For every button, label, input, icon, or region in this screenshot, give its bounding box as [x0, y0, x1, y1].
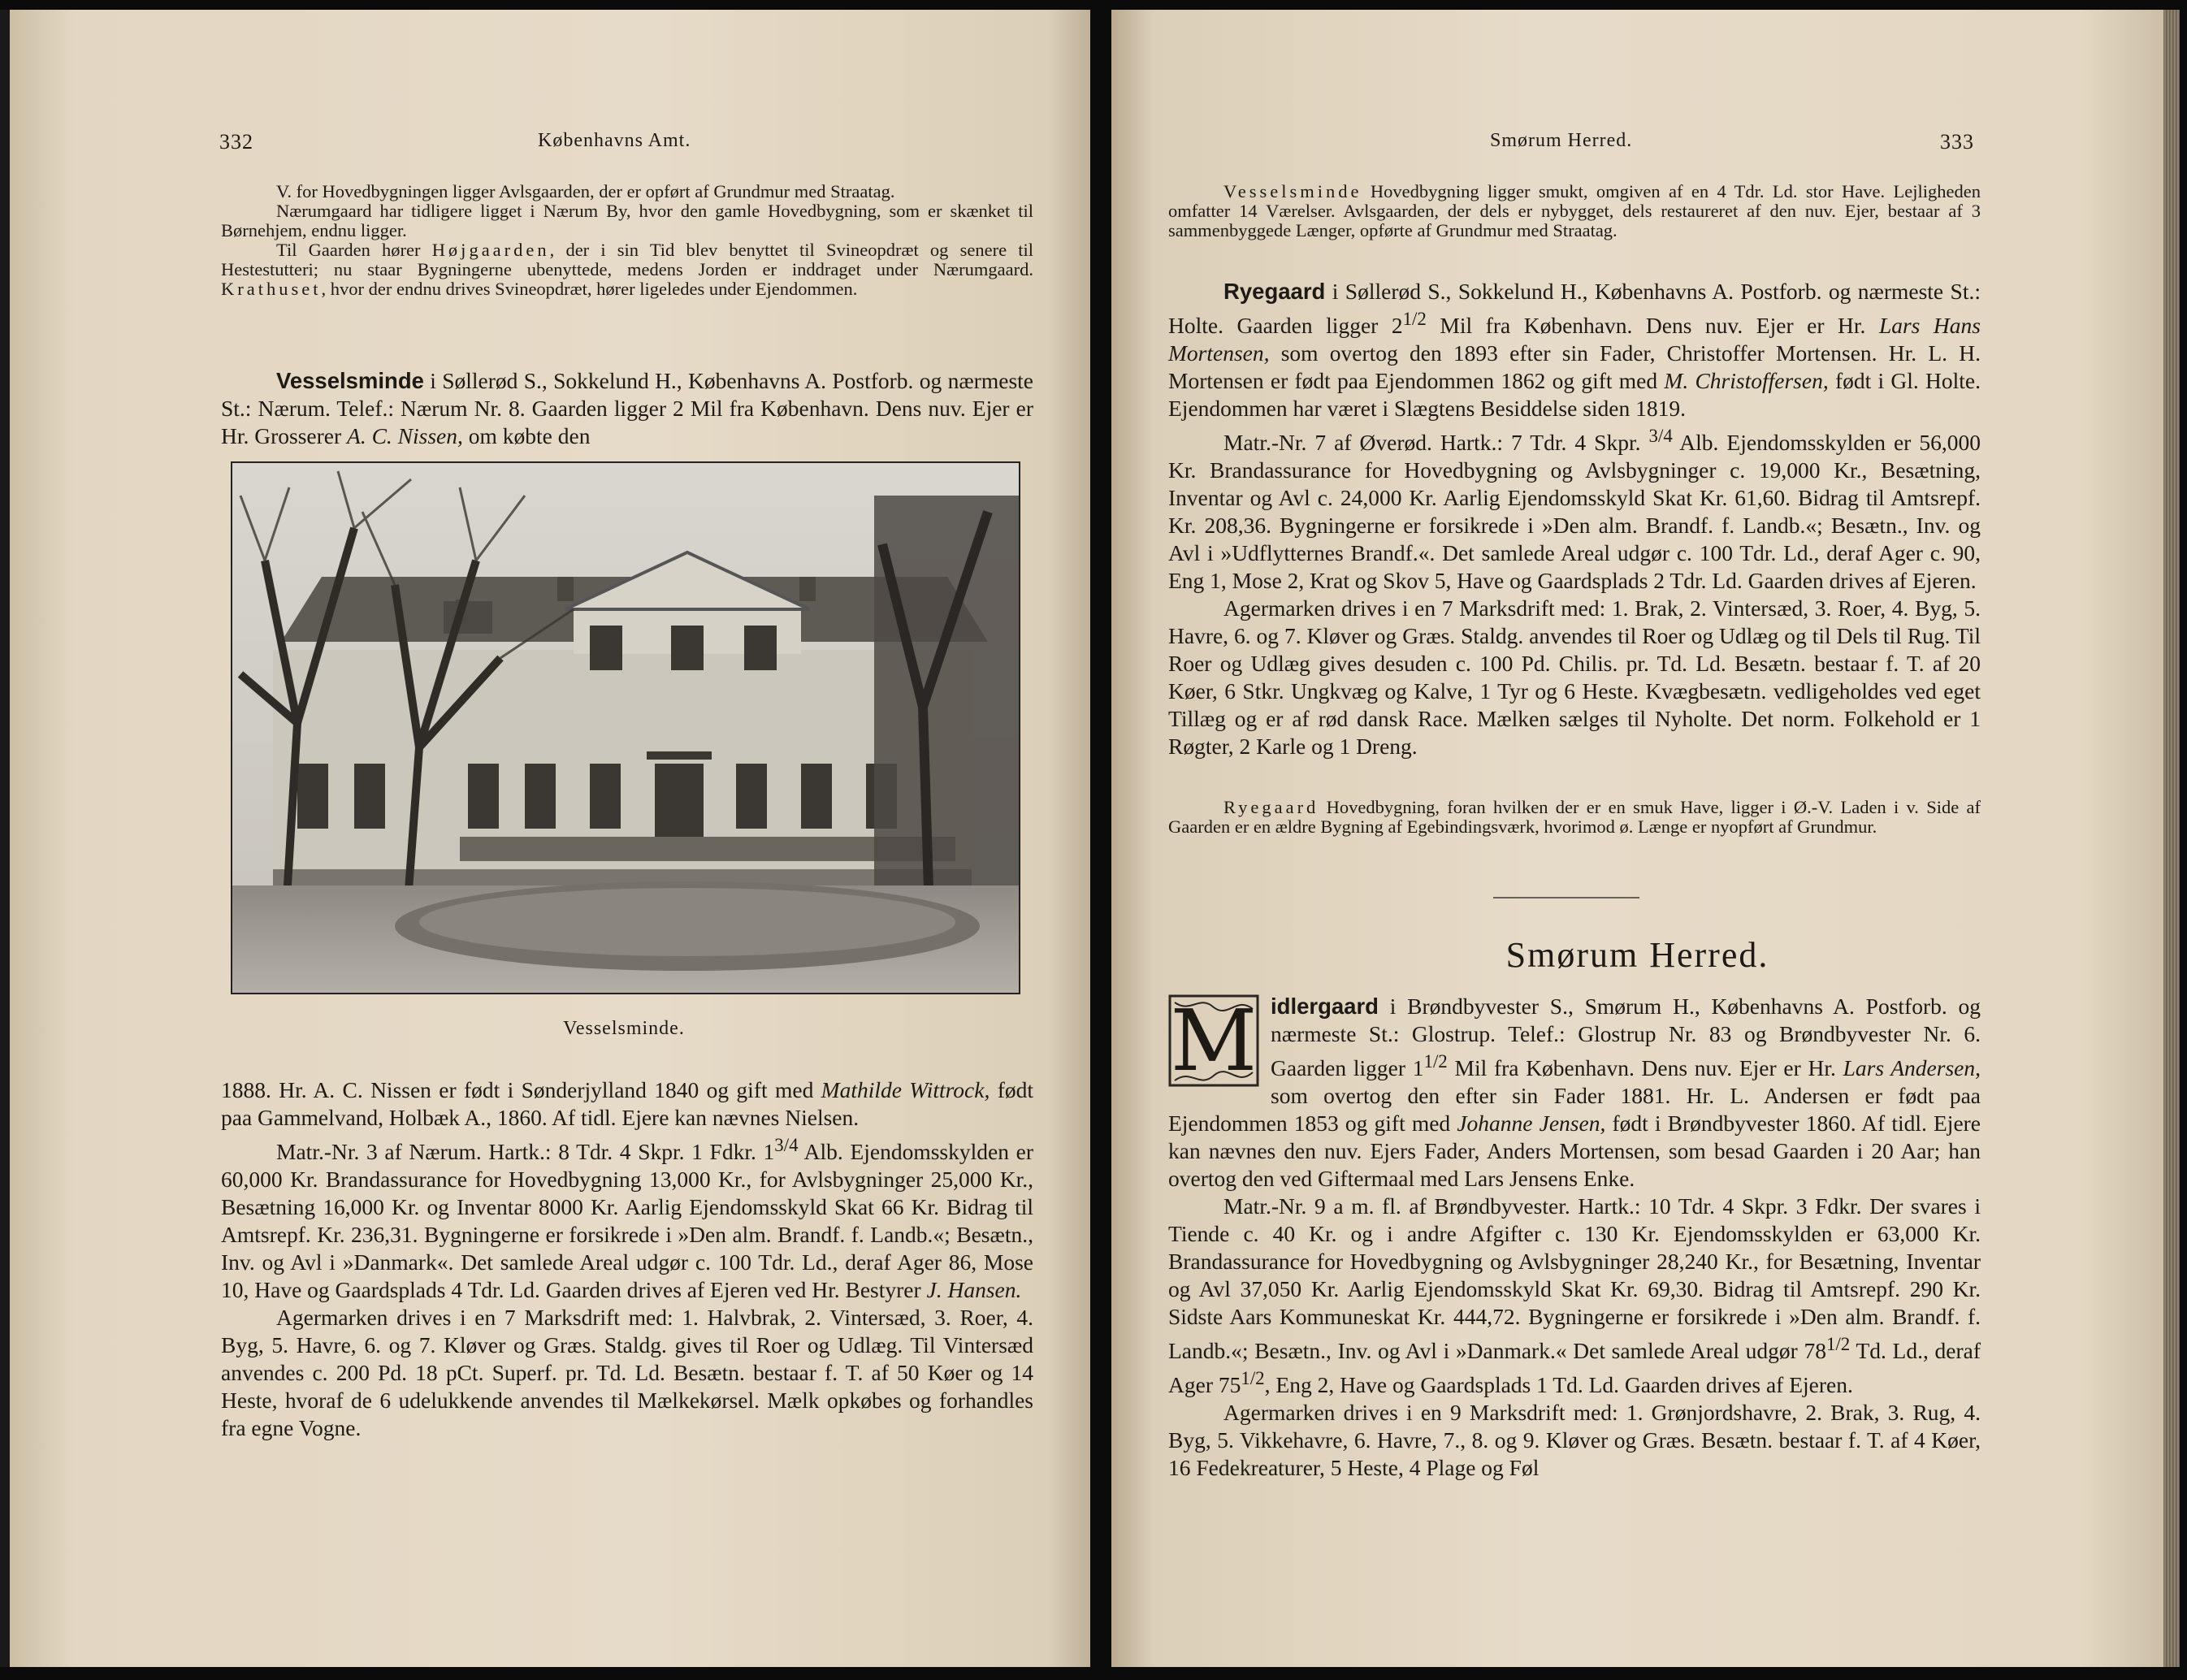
midlergaard-entry: idlergaard i Brøndbyvester S., Smørum H., Københavns A. Postforb. og nærmeste St.: Glostrup. Telef.: Glostrup Nr. 83 og Brøndbyvester Nr. 6. Gaarden ligger $1^{1/2}$ Mil fra København. Dens nuv. Ejer er Hr. Lars Andersen, som overtog den efter sin Fader 1881. Hr. L. Andersen er født paa Ejendommen 1853 og gift med Johanne Jensen, født i Brøndbyvester 1860. Af tidl. Ejere kan nævnes den nuv. Ejers Fader, Anders Mortensen, som besad Gaarden i 20 Aar; han overtog den ved Giftermaal med Lars Jensens Enke. Matr.-Nr. 9 a m. fl. af Brøndbyvester. Hartk.: 10 Tdr. 4 Skpr. 3 Fdkr. Der svares i Tiende c. 40 Kr. og i andre Afgifter c. 130 Kr. Ejendomsskylden er 63,000 Kr. Brandassurance for Hovedbygning og Avlsbygninger 28,240 Kr., for Besætning, Inventar og Avl 37,050 Kr. Aarlig Ejendomsskyld Skat Kr. 69,30. Bidrag til Amtsrepf. 290 Kr. Sidste Aars Kommuneskat Kr. 444,72. Bygningerne er forsikrede i »Den alm. Brandf. f. Landb.«; Besætn., Inv. og Avl i »Danmark.« Det samlede Areal udgør $78^{1/2}$ Td. Ld., deraf Ager $75^{1/2}$, Eng 2, Have og Gaardsplads 1 Td. Ld. Gaarden drives af Ejeren. Agermarken drives i en 9 Marksdrift med: 1. Grønjordshavre, 2. Brak, 3. Rug, 4. Byg, 5. Vikkehavre, 6. Havre, 7., 8. og 9. Kløver og Græs. Besætn. bestaar f. T. af 4 Køer, 16 Fedekreaturer, 5 Heste, 4 Plage og Føl	[1168, 994, 1981, 1481]
ryegaard-note: Ryegaard Hovedbygning, foran hvilken der er en smuk Have, ligger i Ø.-V. Laden i v. Side af Gaarden er en ældre Bygning af Egebindingsværk, hvorimod ø. Længe er nyopført af Grundmur.	[1168, 797, 1981, 837]
dropcap-letter: M	[1170, 991, 1258, 1090]
ryegaard-entry: Ryegaard i Søllerød S., Sokkelund H., Københavns A. Postforb. og nærmeste St.: Holte. Gaarden ligger $2^{1/2}$ Mil fra København. Dens nuv. Ejer er Hr. Lars Hans Mortensen, som overtog den 1893 efter sin Fader, Christoffer Mortensen. Hr. L. H. Mortensen er født paa Ejendommen 1862 og gift med M. Christoffersen, født i Gl. Holte. Ejendommen har været i Slægtens Besiddelse siden 1819. Matr.-Nr. 7 af Øverød. Hartk.: 7 Tdr. 4 Skpr. $^{3/4}$ Alb. Ejendomsskylden er 56,000 Kr. Brandassurance for Hovedbygning og Avlsbygninger c. 19,000 Kr., Besætning, Inventar og Avl c. 24,000 Kr. Aarlig Ejendomsskyld Skat Kr. 61,60. Bidrag til Amtsrepf. Kr. 208,36. Bygningerne er forsikrede i »Den alm. Brandf. f. Landb.«; Besætn., Inv. og Avl i »Udflytternes Brandf.«. Det samlede Areal udgør c. 100 Tdr. Ld., deraf Ager c. 90, Eng 1, Mose 2, Krat og Skov 5, Have og Gaardsplads 2 Tdr. Ld. Gaarden drives af Ejeren. Agermarken drives i en 7 Marksdrift med: 1. Brak, 2. Vintersæd, 3. Roer, 4. Byg, 5. Havre, 6. og 7. Kløver og Græs. Staldg. anvendes til Roer og Udlæg og til Dels til Rug. Til Roer og Udlæg gives desuden c. 100 Pd. Chilis. pr. Td. Ld. Besætn. bestaar f. T. af 20 Køer, 6 Stkr. Ungkvæg og Kalve, 1 Tyr og 6 Heste. Kvægbesætn. vedligeholdes ved eget Tillæg og er af rød dansk Race. Mælken sælges til Nyholte. Det norm. Folkehold er 1 Røgter, 2 Karle og 1 Dreng.	[1168, 279, 1981, 760]
vesselsminde-photograph	[231, 461, 1020, 994]
estate-name-midlergaard: idlergaard	[1271, 994, 1379, 1019]
estate-name-vesselsminde: Vesselsminde	[276, 368, 424, 393]
running-head-left: Københavns Amt.	[538, 130, 691, 151]
page-number-right: 333	[1940, 130, 1974, 154]
vesselsminde-entry: Vesselsminde i Søllerød S., Sokkelund H., Københavns A. Postforb. og nærmeste St.: Nærum. Telef.: Nærum Nr. 8. Gaarden ligger 2 Mil fra København. Dens nuv. Ejer er Hr. Grosserer A. C. Nissen, om købte den	[221, 368, 1033, 448]
intro-paragraph: V. for Hovedbygningen ligger Avlsgaarden, der er opført af Grundmur med Straatag. Nærumgaard har tidligere ligget i Nærum By, hvor den gamle Hovedbygning, som er skænket til Børnehjem, endnu ligger. Til Gaarden hører Højgaarden, der i sin Tid blev benyttet til Svineopdræt og senere til Hestestutteri; nu staar Bygningerne ubenyttede, medens Jorden er inddraget under Nærumgaard. Krathuset, hvor der endnu drives Svineopdræt, hører ligeledes under Ejendommen.	[221, 181, 1033, 299]
vesselsminde-continuation: 1888. Hr. A. C. Nissen er født i Sønderjylland 1840 og gift med Mathilde Wittrock, født paa Gammelvand, Holbæk A., 1860. Af tidl. Ejere kan nævnes Nielsen. Matr.-Nr. 3 af Nærum. Hartk.: 8 Tdr. 4 Skpr. 1 Fdkr. $1^{3/4}$ Alb. Ejendomsskylden er 60,000 Kr. Brandassurance for Hovedbygning 13,000 Kr., for Avlsbygninger 25,000 Kr., Besætning 16,000 Kr. og Inventar 8000 Kr. Aarlig Ejendomsskyld Skat 66 Kr. Bidrag til Amtsrepf. Kr. 236,31. Bygningerne er forsikrede i »Den alm. Brandf. f. Landb.«; Besætn., Inv. og Avl i »Danmark«. Det samlede Areal udgør c. 100 Tdr. Ld., deraf Ager 86, Mose 10, Have og Gaardsplads 4 Tdr. Ld. Gaarden drives af Ejeren ved Hr. Bestyrer J. Hansen. Agermarken drives i en 7 Marksdrift med: 1. Halvbrak, 2. Vintersæd, 3. Roer, 4. Byg, 5. Havre, 6. og 7. Kløver og Græs. Staldg. gives til Roer og Udlæg. Til Vintersæd anvendes c. 200 Pd. 18 pCt. Superf. pr. Td. Ld. Besætn. bestaar f. T. af 50 Køer og 14 Heste, hvoraf de 6 udelukkende anvendes til Mælkekørsel. Mælk opkøbes og forhandles fra egne Vogne.	[221, 1077, 1033, 1441]
estate-name-hojgaarden: Højgaarden	[431, 240, 550, 260]
right-book-edge	[2163, 10, 2180, 1667]
left-book-edge	[0, 10, 10, 1667]
right-page	[1111, 10, 2163, 1667]
left-page	[10, 10, 1090, 1667]
vesselsminde-note: Vesselsminde Hovedbygning ligger smukt, omgiven af en 4 Tdr. Ld. stor Have. Lejligheden omfatter 14 Værelser. Avlsgaarden, der dels er nybygget, dels restaureret af den nuv. Ejer, bestaar af 3 sammenbyggede Længer, opførte af Grundmur med Straatag.	[1168, 181, 1981, 240]
section-divider	[1493, 897, 1639, 898]
page-number-left: 332	[219, 130, 253, 154]
estate-name-krathuset: Krathuset	[221, 279, 322, 299]
section-heading: Smørum Herred.	[1505, 935, 1769, 975]
photo-caption: Vesselsminde.	[563, 1018, 685, 1039]
running-head-right: Smørum Herred.	[1490, 130, 1633, 151]
manor-house-image	[232, 463, 1019, 993]
estate-name-ryegaard: Ryegaard	[1223, 279, 1326, 304]
owner-name: A. C. Nissen,	[347, 423, 463, 448]
